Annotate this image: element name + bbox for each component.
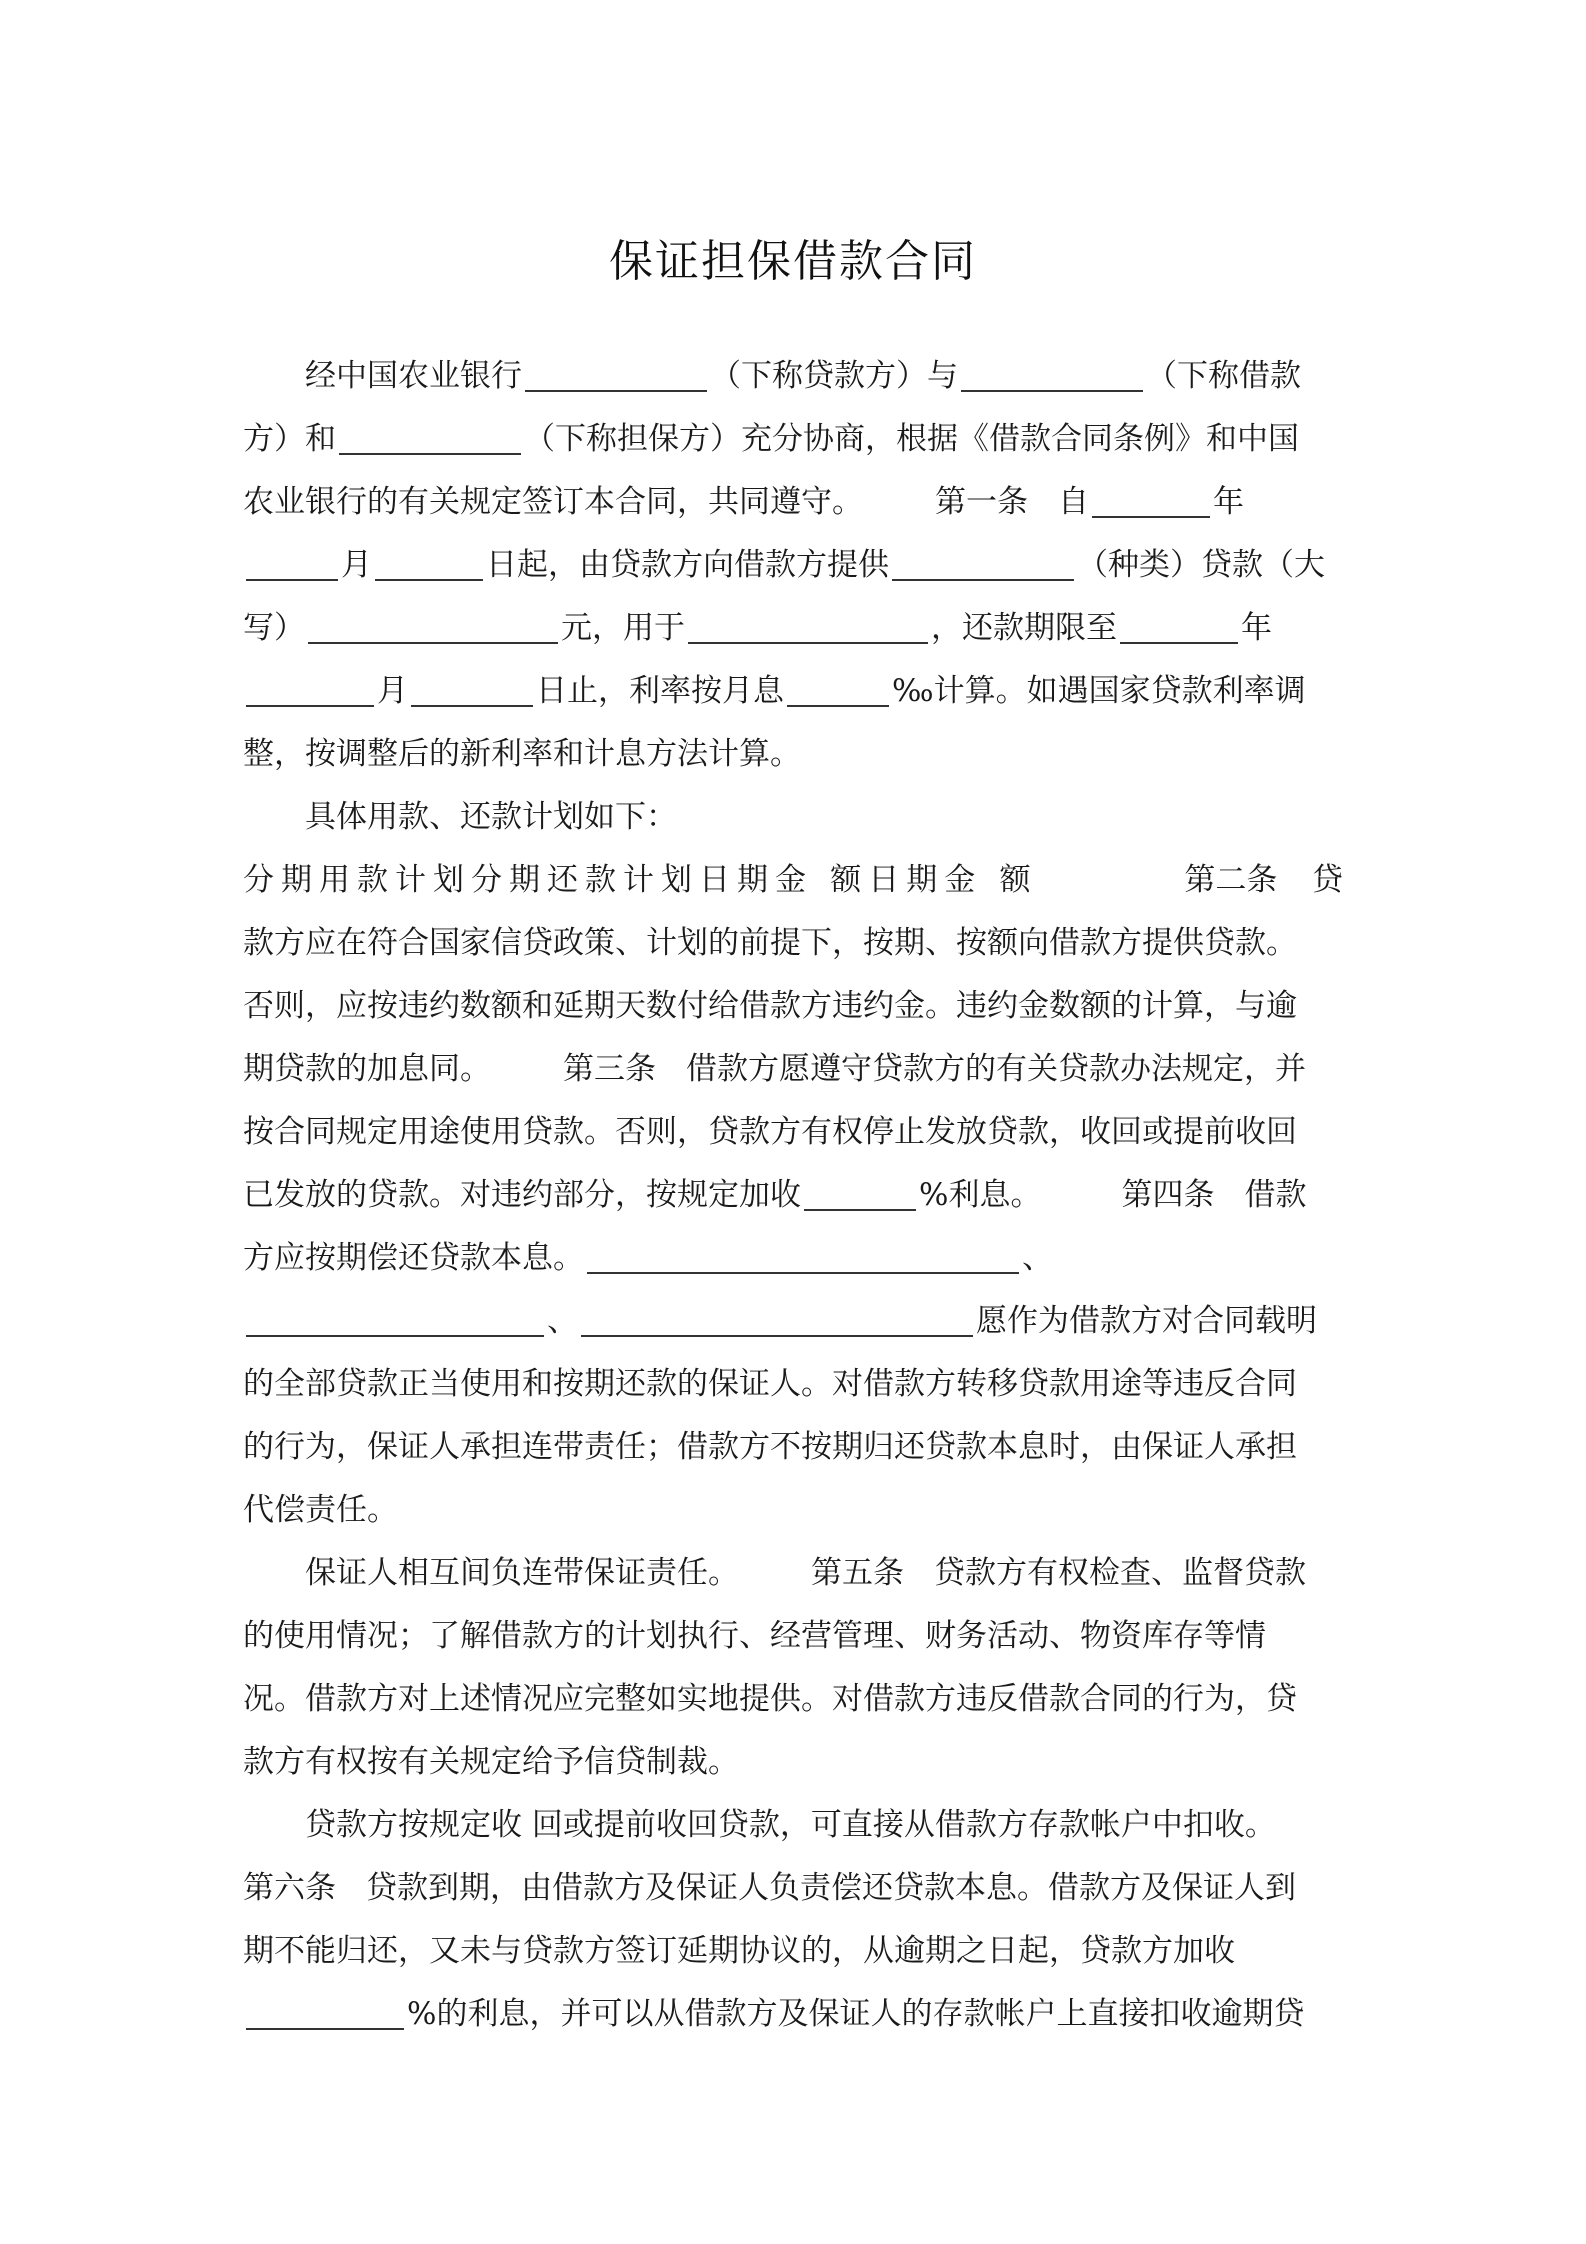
text-segment: 的行为，保证人承担连带责任；借款方不按期归还贷款本息时，由保证人承担 bbox=[243, 1429, 1297, 1465]
text-line bbox=[243, 1542, 1343, 1605]
text-line bbox=[243, 1164, 1343, 1227]
article-heading: 第三条 bbox=[563, 1051, 656, 1087]
text-line bbox=[243, 1479, 1343, 1542]
fill-blank[interactable] bbox=[961, 389, 1143, 392]
text-line bbox=[243, 408, 1343, 471]
text-line bbox=[243, 1416, 1343, 1479]
text-line bbox=[243, 1668, 1343, 1731]
text-segment: 代偿责任。 bbox=[243, 1492, 398, 1528]
text-segment: 整，按调整后的新利率和计息方法计算。 bbox=[243, 736, 801, 772]
text-segment: 月 bbox=[341, 547, 372, 583]
text-line bbox=[243, 786, 1343, 849]
text-segment: 借款方愿遵守贷款方的有关贷款办法规定，并 bbox=[686, 1051, 1306, 1087]
text-segment: 日止，利率按月息 bbox=[536, 673, 784, 709]
text-segment: 的全部贷款正当使用和按期还款的保证人。对借款方转移贷款用途等违反合同 bbox=[243, 1366, 1297, 1402]
text-segment: 年 bbox=[1213, 484, 1244, 520]
text-segment: 分期用款计划分期还款计划日期金 bbox=[243, 862, 813, 898]
text-segment: 贷款方有权检查、监督贷款 bbox=[934, 1555, 1306, 1591]
text-segment: 保证人相互间负连带保证责任。 bbox=[305, 1555, 739, 1591]
text-segment: 的使用情况；了解借款方的计划执行、经营管理、财务活动、物资库存等情 bbox=[243, 1618, 1266, 1654]
fill-blank[interactable] bbox=[587, 1271, 1019, 1274]
text-segment: （种类）贷款（大 bbox=[1077, 547, 1325, 583]
fill-blank[interactable] bbox=[688, 641, 928, 644]
text-line bbox=[243, 1038, 1343, 1101]
text-segment: 自 bbox=[1058, 484, 1089, 520]
text-segment: 款方有权按有关规定给予信贷制裁。 bbox=[243, 1744, 739, 1780]
text-segment: 期不能归还，又未与贷款方签订延期协议的，从逾期之日起，贷款方加收 bbox=[243, 1933, 1235, 1969]
text-segment: 款方应在符合国家信贷政策、计划的前提下，按期、按额向借款方提供贷款。 bbox=[243, 925, 1297, 961]
article-heading: 第五条 bbox=[811, 1555, 904, 1591]
text-line bbox=[243, 597, 1343, 660]
text-line bbox=[243, 912, 1343, 975]
text-segment: （下称贷款方）与 bbox=[710, 358, 958, 394]
text-line bbox=[243, 660, 1343, 723]
text-segment: 否则，应按违约数额和延期天数付给借款方违约金。违约金数额的计算，与逾 bbox=[243, 988, 1297, 1024]
text-line bbox=[243, 471, 1343, 534]
article-heading: 第六条 bbox=[243, 1870, 336, 1906]
text-segment: 额日期金 bbox=[830, 862, 983, 898]
text-line bbox=[243, 975, 1343, 1038]
text-segment: 、 bbox=[547, 1303, 578, 1339]
text-line bbox=[243, 1101, 1343, 1164]
fill-blank[interactable] bbox=[308, 641, 558, 644]
text-segment: 日起，由贷款方向借款方提供 bbox=[486, 547, 889, 583]
fill-blank[interactable] bbox=[892, 578, 1074, 581]
text-segment: %利息。 bbox=[919, 1177, 1042, 1213]
fill-blank[interactable] bbox=[246, 1334, 544, 1337]
fill-blank[interactable] bbox=[411, 704, 533, 707]
text-segment: 方）和 bbox=[243, 421, 336, 457]
text-segment: 月 bbox=[377, 673, 408, 709]
fill-blank[interactable] bbox=[804, 1208, 916, 1211]
text-segment: 、 bbox=[1022, 1240, 1053, 1276]
text-line bbox=[243, 1983, 1343, 2046]
text-segment: 写） bbox=[243, 610, 305, 646]
text-line bbox=[243, 1605, 1343, 1668]
text-line bbox=[243, 1794, 1343, 1857]
text-segment: 年 bbox=[1241, 610, 1272, 646]
document-body bbox=[243, 345, 1343, 2046]
article-heading: 第一条 bbox=[935, 484, 1028, 520]
document-title: 保证担保借款合同 bbox=[609, 236, 977, 287]
text-segment: （下称借款 bbox=[1146, 358, 1301, 394]
text-segment: 愿作为借款方对合同载明 bbox=[976, 1303, 1317, 1339]
text-line bbox=[243, 1353, 1343, 1416]
text-segment: 额 bbox=[999, 862, 1031, 898]
text-segment: ‰计算。如遇国家贷款利率调 bbox=[892, 673, 1306, 709]
text-segment: 贷款到期，由借款方及保证人负责偿还贷款本息。借款方及保证人到 bbox=[366, 1870, 1296, 1906]
fill-blank[interactable] bbox=[581, 1334, 973, 1337]
text-segment: 贷款方按规定收 回或提前收回贷款，可直接从借款方存款帐户中扣收。 bbox=[305, 1807, 1276, 1843]
text-line bbox=[243, 1290, 1343, 1353]
text-segment: （下称担保方）充分协商，根据《借款合同条例》和中国 bbox=[524, 421, 1299, 457]
fill-blank[interactable] bbox=[787, 704, 889, 707]
text-line bbox=[243, 1920, 1343, 1983]
text-line bbox=[243, 849, 1343, 912]
fill-blank[interactable] bbox=[375, 578, 483, 581]
text-segment: 经中国农业银行 bbox=[305, 358, 522, 394]
text-segment: 况。借款方对上述情况应完整如实地提供。对借款方违反借款合同的行为，贷 bbox=[243, 1681, 1297, 1717]
fill-blank[interactable] bbox=[525, 389, 707, 392]
text-segment: 农业银行的有关规定签订本合同，共同遵守。 bbox=[243, 484, 863, 520]
text-segment: %的利息，并可以从借款方及保证人的存款帐户上直接扣收逾期贷 bbox=[407, 1996, 1305, 2032]
text-line bbox=[243, 1857, 1343, 1920]
fill-blank[interactable] bbox=[1092, 515, 1210, 518]
text-segment: ，还款期限至 bbox=[931, 610, 1117, 646]
text-segment: 按合同规定用途使用贷款。否则，贷款方有权停止发放贷款，收回或提前收回 bbox=[243, 1114, 1297, 1150]
text-segment: 期贷款的加息同。 bbox=[243, 1051, 491, 1087]
article-heading: 第二条 bbox=[1184, 862, 1278, 898]
text-line bbox=[243, 1731, 1343, 1794]
text-line bbox=[243, 345, 1343, 408]
fill-blank[interactable] bbox=[1120, 641, 1238, 644]
text-line bbox=[243, 1227, 1343, 1290]
fill-blank[interactable] bbox=[246, 2027, 404, 2030]
text-segment: 借款 bbox=[1244, 1177, 1307, 1213]
text-segment: 元，用于 bbox=[561, 610, 685, 646]
text-line bbox=[243, 723, 1343, 786]
fill-blank[interactable] bbox=[246, 578, 338, 581]
article-heading: 第四条 bbox=[1121, 1177, 1215, 1213]
text-segment: 方应按期偿还贷款本息。 bbox=[243, 1240, 584, 1276]
text-segment: 具体用款、还款计划如下： bbox=[305, 799, 677, 835]
text-segment: 已发放的贷款。对违约部分，按规定加收 bbox=[243, 1177, 801, 1213]
text-segment: 贷 bbox=[1312, 862, 1343, 898]
text-line bbox=[243, 534, 1343, 597]
fill-blank[interactable] bbox=[339, 452, 521, 455]
fill-blank[interactable] bbox=[246, 704, 374, 707]
